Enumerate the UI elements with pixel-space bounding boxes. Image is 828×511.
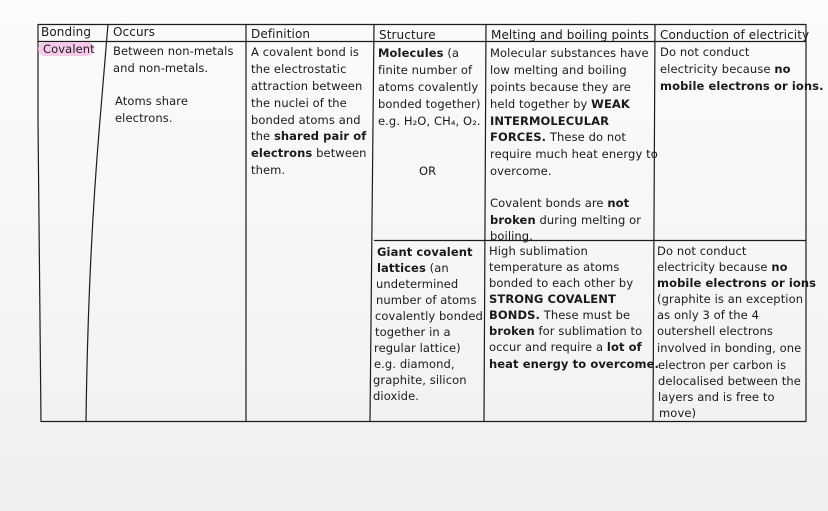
structure-line: undetermined	[376, 277, 459, 291]
occurs-line: electrons.	[115, 111, 173, 125]
conduction-line: Do not conduct	[660, 45, 750, 59]
melting-line: Molecular substances have	[490, 46, 649, 60]
melting-line: bonded to each other by	[489, 276, 634, 290]
conduction-line: delocalised between the	[658, 374, 801, 388]
conduction-line: electricity because no	[657, 260, 788, 274]
structure-line: lattices (an	[377, 261, 449, 275]
header-structure: Structure	[379, 28, 436, 42]
structure-line: Molecules (a	[378, 46, 460, 60]
conduction-line: (graphite is an exception	[657, 292, 804, 306]
melting-line: FORCES. These do not	[490, 130, 627, 144]
structure-line: regular lattice)	[374, 341, 461, 355]
melting-line: STRONG COVALENT	[489, 292, 616, 306]
melting-line: points because they are	[490, 80, 631, 94]
melting-line: BONDS. These must be	[489, 308, 631, 322]
conduction-line: as only 3 of the 4	[657, 308, 760, 322]
melting-line: High sublimation	[489, 244, 588, 258]
definition-line: the nuclei of the	[251, 96, 347, 110]
definition-line: electrons between	[251, 146, 367, 160]
melting-line: overcome.	[490, 164, 552, 178]
melting-line: heat energy to overcome.	[489, 357, 659, 371]
bonding-type-label: Covalent	[43, 42, 95, 56]
melting-line: occur and require a lot of	[489, 340, 642, 354]
definition-line: bonded atoms and	[251, 113, 361, 127]
conduction-line: mobile electrons or ions.	[660, 79, 824, 93]
occurs-line: Between non-metals	[113, 44, 234, 58]
melting-line: Covalent bonds are not	[490, 196, 630, 210]
definition-line: A covalent bond is	[251, 45, 360, 59]
definition-line: them.	[251, 163, 286, 177]
structure-line: graphite, silicon	[373, 373, 467, 387]
conduction-line: electricity because no	[660, 62, 791, 76]
occurs-line: Atoms share	[115, 94, 189, 108]
header-occurs: Occurs	[113, 25, 156, 39]
structure-line: covalently bonded	[375, 309, 483, 323]
definition-line: the electrostatic	[251, 62, 347, 76]
melting-line: broken for sublimation to	[489, 324, 643, 338]
melting-line: boiling.	[490, 229, 533, 243]
conduction-line: involved in bonding, one	[657, 341, 802, 355]
melting-line: require much heat energy to	[490, 147, 658, 161]
occurs-line: and non-metals.	[113, 61, 209, 75]
melting-line: low melting and boiling	[490, 63, 627, 77]
structure-line: finite number of	[378, 63, 473, 77]
conduction-line: electron per carbon is	[658, 358, 787, 372]
header-melting-boiling: Melting and boiling points	[491, 28, 649, 42]
header-conduction: Conduction of electricity	[660, 28, 810, 42]
melting-line: broken during melting or	[490, 213, 642, 227]
conduction-line: mobile electrons or ions	[657, 276, 817, 290]
structure-line: bonded together)	[378, 97, 481, 111]
structure-line: together in a	[375, 325, 451, 339]
structure-line: dioxide.	[373, 389, 420, 403]
definition-line: the shared pair of	[251, 129, 367, 143]
conduction-line: layers and is free to	[658, 390, 775, 404]
melting-line: temperature as atoms	[489, 260, 620, 274]
melting-line: held together by WEAK	[490, 97, 630, 111]
conduction-line: move)	[659, 406, 697, 420]
definition-line: attraction between	[251, 79, 363, 93]
structure-line: atoms covalently	[378, 80, 479, 94]
header-bonding: Bonding	[41, 25, 92, 39]
conduction-line: outershell electrons	[657, 324, 774, 338]
melting-line: INTERMOLECULAR	[490, 114, 610, 128]
or-separator: OR	[419, 164, 437, 178]
structure-line: Giant covalent	[377, 245, 473, 259]
structure-line: e.g. H₂O, CH₄, O₂.	[378, 114, 481, 128]
structure-line: number of atoms	[376, 293, 477, 307]
structure-line: e.g. diamond,	[374, 357, 455, 371]
conduction-line: Do not conduct	[657, 244, 747, 258]
header-definition: Definition	[251, 27, 311, 41]
